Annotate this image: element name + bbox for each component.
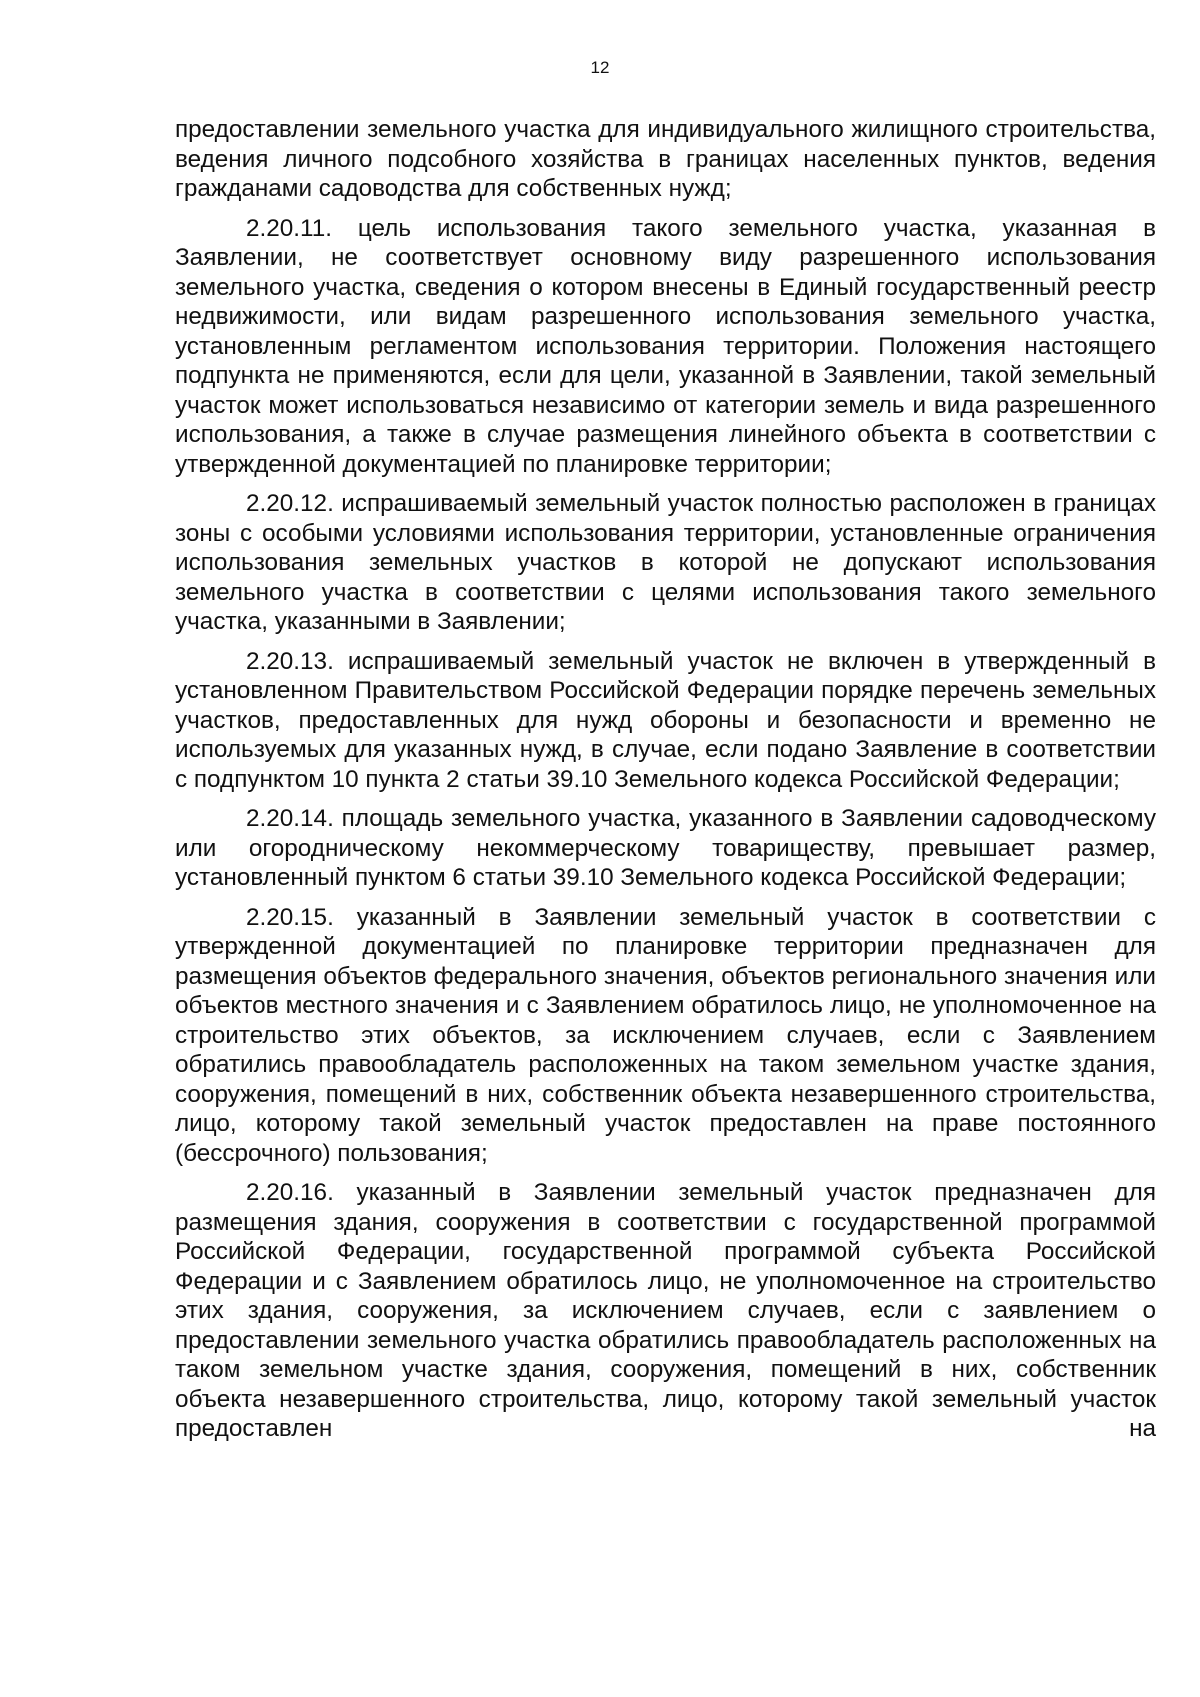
paragraph-2-20-16: 2.20.16. указанный в Заявлении земельный участок предназначен для размещения здания, сооружения в соответствии с государственной программой Российской Федерации, государственной программой субъекта Российской Федерации и с Заявлением обратилось лицо, не уполномоченное на строительство этих здания, сооружения, за исключением случаев, если с заявлением о предоставлении земельного участка обратились правообладатель расположенных на таком земельном участке здания, сооружения, помещений в них, собственник объекта незавершенного строительства, лицо, которому такой земельный участок предоставлен на: [175, 1179, 1156, 1442]
page-number: 12: [590, 58, 610, 77]
document-body: [175, 115, 1156, 1454]
paragraph-2-20-12: 2.20.12. испрашиваемый земельный участок полностью расположен в границах зоны с особыми условиями использования территории, установленные ограничения использования земельных участков в которой не допускают использования земельного участка в соответствии с целями использования такого земельного участка, указанными в Заявлении;: [175, 490, 1156, 635]
paragraph-2-20-14: 2.20.14. площадь земельного участка, указанного в Заявлении садоводческому или огородническому некоммерческому товариществу, превышает размер, установленный пунктом 6 статьи 39.10 Земельного кодекса Российской Федерации;: [175, 805, 1156, 891]
paragraph-2-20-15: 2.20.15. указанный в Заявлении земельный участок в соответствии с утвержденной документацией по планировке территории предназначен для размещения объектов федерального значения, объектов регионального значения или объектов местного значения и с Заявлением обратилось лицо, не уполномоченное на строительство этих объектов, за исключением случаев, если с Заявлением обратились правообладатель расположенных на таком земельном участке здания, сооружения, помещений в них, собственник объекта незавершенного строительства, лицо, которому такой земельный участок предоставлен на праве постоянного (бессрочного) пользования;: [175, 903, 1156, 1167]
paragraph-continuation: предоставлении земельного участка для индивидуального жилищного строительства, ведения личного подсобного хозяйства в границах населенных пунктов, ведения гражданами садоводства для собственных нужд;: [175, 116, 1156, 202]
paragraph-2-20-11: 2.20.11. цель использования такого земельного участка, указанная в Заявлении, не соответствует основному виду разрешенного использования земельного участка, сведения о котором внесены в Единый государственный реестр недвижимости, или видам разрешенного использования земельного участка, установленным регламентом использования территории. Положения настоящего подпункта не применяются, если для цели, указанной в Заявлении, такой земельный участок может использоваться независимо от категории земель и вида разрешенного использования, а также в случае размещения линейного объекта в соответствии с утвержденной документацией по планировке территории;: [175, 214, 1156, 478]
paragraph-2-20-13: 2.20.13. испрашиваемый земельный участок не включен в утвержденный в установленном Правительством Российской Федерации порядке перечень земельных участков, предоставленных для нужд обороны и безопасности и временно не используемых для указанных нужд, в случае, если подано Заявление в соответствии с подпунктом 10 пункта 2 статьи 39.10 Земельного кодекса Российской Федерации;: [175, 647, 1156, 793]
